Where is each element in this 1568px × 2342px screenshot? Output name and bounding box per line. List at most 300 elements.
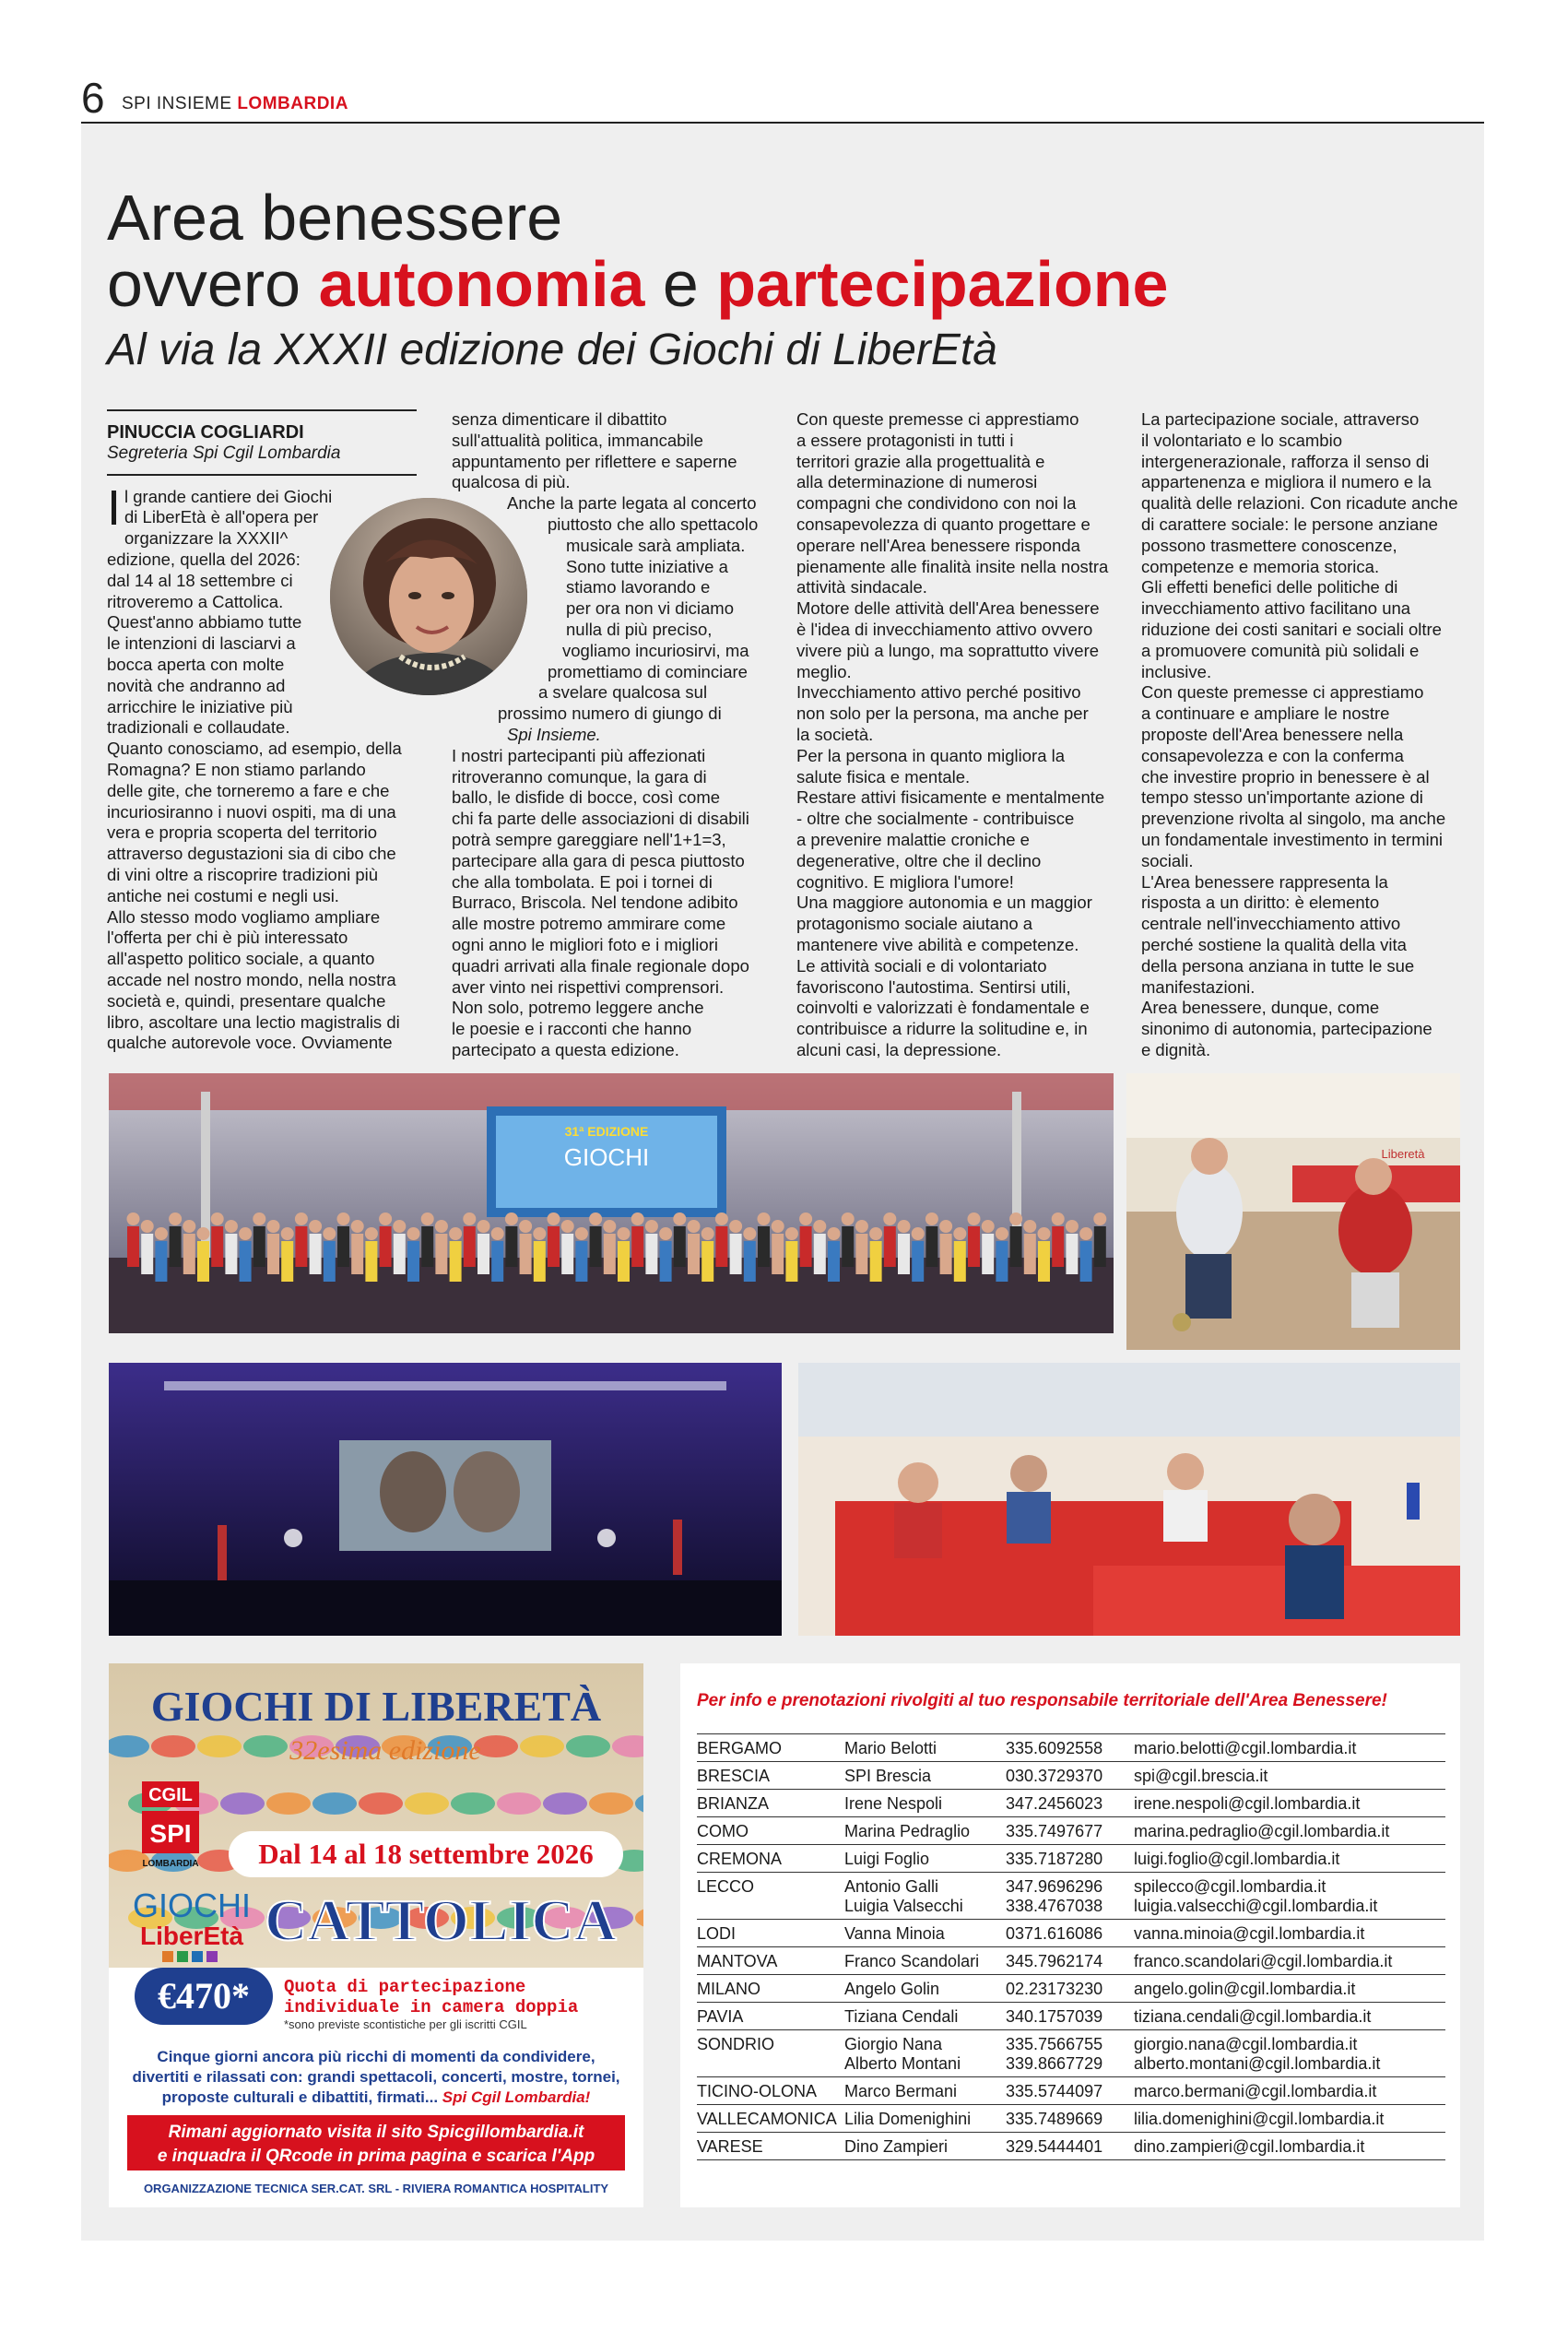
text-line: nulla di più preciso, xyxy=(566,619,713,639)
crowd-figure xyxy=(267,1234,279,1274)
contact-name: Marco Bermani xyxy=(844,2082,958,2100)
text-line: società e, quindi, presentare qualche xyxy=(107,990,386,1011)
contact-phone-cell xyxy=(1006,2003,1134,2030)
crowd-figure xyxy=(968,1226,980,1267)
text-line: che investire proprio in benessere è al xyxy=(1141,766,1430,787)
crowd-figure xyxy=(183,1234,195,1274)
crowd-head xyxy=(1079,1227,1092,1240)
crowd-figure xyxy=(450,1241,462,1282)
text-line: chi fa parte delle associazioni di disabili xyxy=(452,809,749,829)
contact-phone: 0371.616086 xyxy=(1006,1924,1103,1943)
beach-umbrella xyxy=(451,1792,495,1815)
crowd-head xyxy=(281,1227,294,1240)
drop-cap: I xyxy=(107,479,122,536)
ad-artwork xyxy=(109,1663,643,2207)
text-line: contribuisce a ridurre la solitudine e, in xyxy=(796,1019,1088,1039)
contact-email[interactable]: alberto.montani@cgil.lombardia.it xyxy=(1134,2054,1381,2073)
crowd-head xyxy=(898,1220,911,1233)
beach-umbrella xyxy=(151,1735,195,1757)
text-line: territori grazie alla progettualità e xyxy=(796,451,1045,471)
contact-name-cell xyxy=(844,1762,1006,1790)
contact-phone-cell xyxy=(1006,1734,1134,1762)
crowd-head xyxy=(463,1212,476,1225)
crowd-figure xyxy=(855,1234,867,1274)
crowd-head xyxy=(407,1227,420,1240)
contact-email[interactable]: luigi.foglio@cgil.lombardia.it xyxy=(1134,1850,1340,1868)
text-line: le poesie e i racconti che hanno xyxy=(452,1019,692,1039)
crowd-head xyxy=(785,1227,798,1240)
crowd-figure xyxy=(1094,1226,1106,1267)
contact-row xyxy=(697,1975,1445,2003)
contact-email[interactable]: dino.zampieri@cgil.lombardia.it xyxy=(1134,2137,1365,2156)
crowd-figure xyxy=(477,1234,489,1274)
beach-umbrella xyxy=(197,1735,242,1757)
text-line: potrà sempre gareggiare nell'1+1=3, xyxy=(452,829,726,849)
text-line: meglio. xyxy=(796,661,852,681)
crowd-figure xyxy=(912,1241,924,1282)
contact-phone: 335.5744097 xyxy=(1006,2082,1103,2100)
text-line: Anche la parte legata al concerto xyxy=(507,493,757,514)
contact-area: TICINO-OLONA xyxy=(697,2077,844,2105)
text-line: possono trasmettere conoscenze, xyxy=(1141,535,1397,555)
crowd-head xyxy=(1066,1220,1079,1233)
article-column-1 xyxy=(107,409,417,1054)
text-line: Allo stesso modo vogliamo ampliare xyxy=(107,906,381,927)
text-line: musicale sarà ampliata. xyxy=(566,535,746,555)
beach-umbrella xyxy=(520,1735,564,1757)
text-line: Romagna? E non stiamo parlando xyxy=(107,759,366,779)
text-line: qualcosa di più. xyxy=(452,472,571,492)
beach-umbrella xyxy=(566,1735,610,1757)
contact-name: Irene Nespoli xyxy=(844,1794,943,1813)
crowd-figure xyxy=(421,1226,433,1267)
contact-email[interactable]: marina.pedraglio@cgil.lombardia.it xyxy=(1134,1822,1390,1840)
column-3-lines xyxy=(796,409,1110,1061)
crowd-head xyxy=(631,1212,644,1225)
crowd-figure xyxy=(828,1241,840,1282)
crowd-figure xyxy=(982,1234,994,1274)
crowd-figure xyxy=(1080,1241,1092,1282)
stage-banner-edition: 31ª EDIZIONE xyxy=(564,1124,649,1139)
contact-phone-cell xyxy=(1006,2077,1134,2105)
contact-email-cell[interactable] xyxy=(1134,2105,1445,2133)
crowd-figure xyxy=(197,1241,209,1282)
crowd-figure xyxy=(240,1241,252,1282)
crowd-head xyxy=(869,1227,882,1240)
text-line: che alla tombolata. E poi i tornei di xyxy=(452,871,713,892)
contact-row xyxy=(697,1845,1445,1873)
spi-logo-region: LOMBARDIA xyxy=(142,1859,199,1869)
article-title xyxy=(107,182,1169,320)
contact-email[interactable]: vanna.minoia@cgil.lombardia.it xyxy=(1134,1924,1365,1943)
contact-area: SONDRIO xyxy=(697,2030,844,2077)
text-line: a essere protagonisti in tutti i xyxy=(796,430,1014,450)
text-line: tempo stesso un'importante azione di xyxy=(1141,787,1423,808)
crowd-figure xyxy=(604,1234,616,1274)
crowd-figure xyxy=(1010,1226,1022,1267)
contact-name-cell xyxy=(844,1845,1006,1873)
title-highlight-partecipazione: partecipazione xyxy=(716,248,1169,320)
text-line: prevenzione rivolta al singolo, ma anche xyxy=(1141,809,1446,829)
contact-email[interactable]: spilecco@cgil.lombardia.it xyxy=(1134,1877,1326,1896)
contact-name: Angelo Golin xyxy=(844,1980,940,1998)
contact-email[interactable]: franco.scandolari@cgil.lombardia.it xyxy=(1134,1952,1393,1970)
contact-email-cell[interactable] xyxy=(1134,1873,1445,1920)
crowd-head xyxy=(1038,1227,1051,1240)
text-line: all'aspetto politico sociale, a quanto xyxy=(107,949,375,969)
text-line: di carattere sociale: le persone anziane xyxy=(1141,514,1438,534)
crowd-head xyxy=(225,1220,238,1233)
contact-phone: 335.7489669 xyxy=(1006,2110,1103,2128)
ad-title: GIOCHI DI LIBERETÀ xyxy=(150,1683,602,1730)
crowd-figure xyxy=(170,1226,182,1267)
crowd-head xyxy=(645,1220,658,1233)
text-line: organizzare la XXXII^ xyxy=(124,528,289,549)
contact-name-cell xyxy=(844,1947,1006,1975)
crowd-figure xyxy=(575,1241,587,1282)
byline-rule xyxy=(107,474,417,476)
text-line: pienamente alle finalità insite nella nostra xyxy=(796,556,1109,576)
text-line: arricchire le iniziative più xyxy=(107,696,293,716)
contact-phone: 030.3729370 xyxy=(1006,1767,1103,1785)
author-role: Segreteria Spi Cgil Lombardia xyxy=(107,443,341,463)
contact-name-cell xyxy=(844,2133,1006,2160)
text-line: un fondamentale investimento in termini xyxy=(1141,829,1444,849)
crowd-head xyxy=(1093,1212,1106,1225)
contact-email-cell[interactable] xyxy=(1134,1762,1445,1790)
text-line: antiche nei costumi e negli usi. xyxy=(107,885,339,905)
beach-umbrella xyxy=(497,1792,541,1815)
contact-phone: 335.7187280 xyxy=(1006,1850,1103,1868)
text-line: senza dimenticare il dibattito xyxy=(452,409,667,429)
crowd-figure xyxy=(127,1226,139,1267)
contact-phone: 329.5444401 xyxy=(1006,2137,1103,2156)
crowd-figure xyxy=(561,1234,573,1274)
crowd-head xyxy=(267,1220,280,1233)
crowd-head xyxy=(323,1227,336,1240)
text-line: Quest'anno abbiamo tutte xyxy=(107,612,302,633)
crowd-head xyxy=(673,1212,686,1225)
banner-line-1: Rimani aggiornato visita il sito Spicgillombardia.it xyxy=(168,2123,584,2142)
contact-email[interactable]: marco.bermani@cgil.lombardia.it xyxy=(1134,2082,1377,2100)
contact-name: SPI Brescia xyxy=(844,1767,932,1785)
text-line: dal 14 al 18 settembre ci xyxy=(107,570,293,590)
beach-umbrella xyxy=(405,1792,449,1815)
crowd-head xyxy=(393,1220,406,1233)
contact-email-cell[interactable] xyxy=(1134,2133,1445,2160)
crowd-head xyxy=(239,1227,252,1240)
crowd-figure xyxy=(842,1226,854,1267)
crowd-head xyxy=(828,1227,841,1240)
text-line: consapevolezza di quanto progettare e xyxy=(796,514,1091,534)
contact-phone-cell xyxy=(1006,1762,1134,1790)
crowd-head xyxy=(211,1212,224,1225)
column-4-lines xyxy=(1141,409,1460,1061)
crowd-head xyxy=(855,1220,868,1233)
text-line: piuttosto che allo spettacolo xyxy=(548,514,759,534)
region-name: LOMBARDIA xyxy=(237,94,348,113)
crowd-figure xyxy=(884,1226,896,1267)
contact-phone: 335.7497677 xyxy=(1006,1822,1103,1840)
crowd-head xyxy=(169,1212,182,1225)
crowd-figure xyxy=(660,1241,672,1282)
text-line: Invecchiamento attivo perché positivo xyxy=(796,682,1081,703)
crowd-figure xyxy=(505,1226,517,1267)
price-note: *sono previste scontistiche per gli iscritti CGIL xyxy=(284,2017,527,2031)
contact-phone: 347.2456023 xyxy=(1006,1794,1103,1813)
text-line: Le attività sociali e di volontariato xyxy=(796,955,1047,976)
crowd-figure xyxy=(337,1226,349,1267)
text-line: prossimo numero di giungo di xyxy=(498,704,722,724)
contact-email[interactable]: angelo.golin@cgil.lombardia.it xyxy=(1134,1980,1356,1998)
crowd-head xyxy=(505,1212,518,1225)
contact-email[interactable]: giorgio.nana@cgil.lombardia.it xyxy=(1134,2035,1358,2053)
ad-body-line-2: divertiti e rilassati con: grandi spettacoli, concerti, mostre, tornei, xyxy=(132,2068,620,2086)
beach-umbrella xyxy=(266,1792,311,1815)
contact-area: VARESE xyxy=(697,2133,844,2160)
contact-email-cell[interactable] xyxy=(1134,1817,1445,1845)
contact-phone: 338.4767038 xyxy=(1006,1897,1103,1915)
crowd-figure xyxy=(380,1226,392,1267)
text-line: vogliamo incuriosirvi, ma xyxy=(562,640,749,660)
crowd-head xyxy=(127,1212,140,1225)
contact-row xyxy=(697,1762,1445,1790)
crowd-head xyxy=(491,1227,504,1240)
crowd-figure xyxy=(394,1234,406,1274)
text-line: partecipare alla gara di pesca piuttosto xyxy=(452,850,745,870)
crowd-figure xyxy=(940,1234,952,1274)
contact-phone: 345.7962174 xyxy=(1006,1952,1103,1970)
contact-email-cell[interactable] xyxy=(1134,2030,1445,2077)
crowd-head xyxy=(365,1227,378,1240)
crowd-figure xyxy=(730,1234,742,1274)
title-line-1: Area benessere xyxy=(107,182,563,254)
bocce-image xyxy=(1126,1073,1460,1350)
crowd-head xyxy=(197,1227,210,1240)
title-word: e xyxy=(644,248,717,320)
text-line: la società. xyxy=(796,724,874,744)
text-line: non solo per la persona, ma anche per xyxy=(796,704,1089,724)
crowd-head xyxy=(715,1212,728,1225)
text-line: vivere più a lungo, ma soprattutto vivere xyxy=(796,640,1100,660)
crowd-figure xyxy=(351,1234,363,1274)
text-line: a continuare e ampliare le nostre xyxy=(1141,704,1390,724)
contact-phone-cell xyxy=(1006,2133,1134,2160)
crowd-head xyxy=(1023,1220,1036,1233)
beach-umbrella xyxy=(543,1792,587,1815)
crowd-figure xyxy=(310,1234,322,1274)
crowd-head xyxy=(1009,1212,1022,1225)
contact-name: Lilia Domenighini xyxy=(844,2110,972,2128)
contact-area: BERGAMO xyxy=(697,1734,844,1762)
contact-area: MILANO xyxy=(697,1975,844,2003)
crowd-head xyxy=(953,1227,966,1240)
crowd-head xyxy=(561,1220,574,1233)
text-line: bocca aperta con molte xyxy=(107,654,285,674)
contact-name: Alberto Montani xyxy=(844,2054,961,2073)
text-line: alle mostre potremo ammirare come xyxy=(452,914,726,934)
liberta-logo-text: LiberEtà xyxy=(139,1922,244,1950)
crowd-figure xyxy=(520,1234,532,1274)
crowd-figure xyxy=(645,1234,657,1274)
text-line: è l'idea di invecchiamento attivo ovvero xyxy=(796,619,1093,639)
crowd-figure xyxy=(548,1226,560,1267)
crowd-head xyxy=(842,1212,855,1225)
crowd-head xyxy=(659,1227,672,1240)
text-line: stiamo lavorando e xyxy=(566,577,711,597)
text-line: Spi Insieme. xyxy=(507,724,601,744)
giochi-logo-text: GIOCHI xyxy=(132,1887,252,1924)
ad-body-line-3 xyxy=(162,2088,591,2106)
text-line: intergenerazionale, rafforza il senso di xyxy=(1141,451,1430,471)
text-line: perché sostiene la qualità della vita xyxy=(1141,934,1407,954)
crowd-head xyxy=(548,1212,560,1225)
crowd-figure xyxy=(534,1241,546,1282)
text-line: centrale nell'invecchiamento attivo xyxy=(1141,914,1401,934)
photo-card-games xyxy=(798,1363,1460,1636)
contact-email-cell[interactable] xyxy=(1134,1947,1445,1975)
text-line: ballo, le disfide di bocce, così come xyxy=(452,787,721,808)
article-column-4 xyxy=(1141,409,1460,1061)
contact-name: Vanna Minoia xyxy=(844,1924,945,1943)
crowd-figure xyxy=(211,1226,223,1267)
contact-email-cell[interactable] xyxy=(1134,1790,1445,1817)
crowd-head xyxy=(351,1220,364,1233)
price-line-1: Quota di partecipazione xyxy=(284,1977,526,1997)
contact-name-cell xyxy=(844,2003,1006,2030)
text-line: manifestazioni. xyxy=(1141,976,1256,997)
text-line: ritroveremo a Cattolica. xyxy=(107,591,284,611)
crowd-head xyxy=(743,1227,756,1240)
text-line: alla determinazione di numerosi xyxy=(796,472,1038,492)
crowd-figure xyxy=(744,1241,756,1282)
text-line: mantenere vive abilità e competenze. xyxy=(796,934,1079,954)
article-subtitle: Al via la XXXII edizione dei Giochi di LiberEtà xyxy=(107,325,997,374)
contact-email-cell[interactable] xyxy=(1134,1975,1445,2003)
text-line: Con queste premesse ci apprestiamo xyxy=(1141,682,1424,703)
contact-email-cell[interactable] xyxy=(1134,1845,1445,1873)
text-line: Per la persona in quanto migliora la xyxy=(796,745,1066,765)
contact-area: LECCO xyxy=(697,1873,844,1920)
crowd-figure xyxy=(491,1241,503,1282)
text-line: ritroveranno comunque, la gara di xyxy=(452,766,707,787)
contact-name-cell xyxy=(844,2105,1006,2133)
beach-umbrella xyxy=(312,1792,357,1815)
text-line: qualità delle relazioni. Con ricadute anche xyxy=(1141,493,1458,514)
contact-name: Tiziana Cendali xyxy=(844,2007,959,2026)
crowd-head xyxy=(379,1212,392,1225)
contact-name-cell xyxy=(844,2077,1006,2105)
contact-email[interactable]: mario.belotti@cgil.lombardia.it xyxy=(1134,1739,1357,1757)
crowd-head xyxy=(799,1212,812,1225)
contact-email[interactable]: luigia.valsecchi@cgil.lombardia.it xyxy=(1134,1897,1378,1915)
card-games-image xyxy=(798,1363,1460,1636)
contacts-table xyxy=(697,1733,1445,2160)
author-name: PINUCCIA COGLIARDI xyxy=(107,422,304,443)
ad-edition: 32esima edizione xyxy=(289,1735,481,1766)
contact-name-cell xyxy=(844,1734,1006,1762)
crowd-head xyxy=(477,1220,490,1233)
text-line: - oltre che socialmente - contribuisce xyxy=(796,809,1075,829)
crowd-figure xyxy=(253,1226,265,1267)
contact-phone-cell xyxy=(1006,1920,1134,1947)
ad-body-line-3a: proposte culturali e dibattiti, firmati... xyxy=(161,2088,442,2106)
photo-concert xyxy=(109,1363,782,1636)
contact-email-cell[interactable] xyxy=(1134,2003,1445,2030)
contact-area: MANTOVA xyxy=(697,1947,844,1975)
contact-row xyxy=(697,2077,1445,2105)
contact-email-cell[interactable] xyxy=(1134,2077,1445,2105)
crowd-figure xyxy=(772,1234,784,1274)
text-line: operare nell'Area benessere risponda xyxy=(796,535,1080,555)
text-line: risposta a un diritto: è elemento xyxy=(1141,893,1380,913)
contact-email-cell[interactable] xyxy=(1134,1920,1445,1947)
text-line: Sono tutte iniziative a xyxy=(566,556,728,576)
text-line: sinonimo di autonomia, partecipazione xyxy=(1141,1019,1432,1039)
crowd-head xyxy=(141,1220,154,1233)
crowd-head xyxy=(925,1212,938,1225)
text-line: di vini oltre a riscoprire tradizioni più xyxy=(107,864,379,884)
contact-name: Marina Pedraglio xyxy=(844,1822,971,1840)
contact-area: BRESCIA xyxy=(697,1762,844,1790)
contact-phone: 340.1757039 xyxy=(1006,2007,1103,2026)
contacts-box xyxy=(680,1663,1460,2207)
text-line: invecchiamento attivo facilitano una xyxy=(1141,598,1411,619)
contact-phone-cell xyxy=(1006,2030,1134,2077)
text-line: proposte dell'Area benessere nella xyxy=(1141,724,1404,744)
running-head xyxy=(122,94,348,114)
text-line: tradizionali e collaudate. xyxy=(107,717,290,738)
contact-name-cell xyxy=(844,2030,1006,2077)
crowd-figure xyxy=(141,1234,153,1274)
cgil-logo-text: CGIL xyxy=(148,1785,193,1805)
contact-email[interactable]: irene.nespoli@cgil.lombardia.it xyxy=(1134,1794,1361,1813)
crowd-head xyxy=(435,1220,448,1233)
crowd-head xyxy=(337,1212,350,1225)
contact-email[interactable]: tiziana.cendali@cgil.lombardia.it xyxy=(1134,2007,1372,2026)
crowd-figure xyxy=(281,1241,293,1282)
crowd-figure xyxy=(295,1226,307,1267)
ad-price: €470* xyxy=(158,1975,250,2017)
text-line: cognitivo. E migliora l'umore! xyxy=(796,871,1014,892)
crowd-head xyxy=(701,1227,714,1240)
contact-name-cell xyxy=(844,1790,1006,1817)
contact-email-cell[interactable] xyxy=(1134,1734,1445,1762)
contact-row xyxy=(697,2105,1445,2133)
contact-phone-cell xyxy=(1006,1975,1134,2003)
contacts-heading: Per info e prenotazioni rivolgiti al tuo responsabile territoriale dell'Area Benessere! xyxy=(697,1691,1387,1710)
contact-phone: 02.23173230 xyxy=(1006,1980,1103,1998)
contact-row xyxy=(697,1920,1445,1947)
contact-name-cell xyxy=(844,1817,1006,1845)
beach-umbrella xyxy=(220,1792,265,1815)
crowd-figure xyxy=(1038,1241,1050,1282)
crowd-head xyxy=(729,1220,742,1233)
contact-email[interactable]: lilia.domenighini@cgil.lombardia.it xyxy=(1134,2110,1385,2128)
crowd-figure xyxy=(674,1226,686,1267)
text-line: libro, ascoltare una lectio magistralis di xyxy=(107,1011,400,1032)
text-line: Non solo, potremo leggere anche xyxy=(452,998,704,1018)
text-line: di LiberEtà è all'opera per xyxy=(124,507,319,527)
contact-name: Giorgio Nana xyxy=(844,2035,943,2053)
contact-email[interactable]: spi@cgil.brescia.it xyxy=(1134,1767,1268,1785)
contact-phone: 339.8667729 xyxy=(1006,2054,1103,2073)
crowd-head xyxy=(253,1212,265,1225)
crowd-figure xyxy=(155,1241,167,1282)
price-line-2: individuale in camera doppia xyxy=(284,1997,579,2017)
text-line: partecipato a questa edizione. xyxy=(452,1039,679,1059)
text-line: coinvolti e valorizzati è fondamentale e xyxy=(796,998,1090,1018)
